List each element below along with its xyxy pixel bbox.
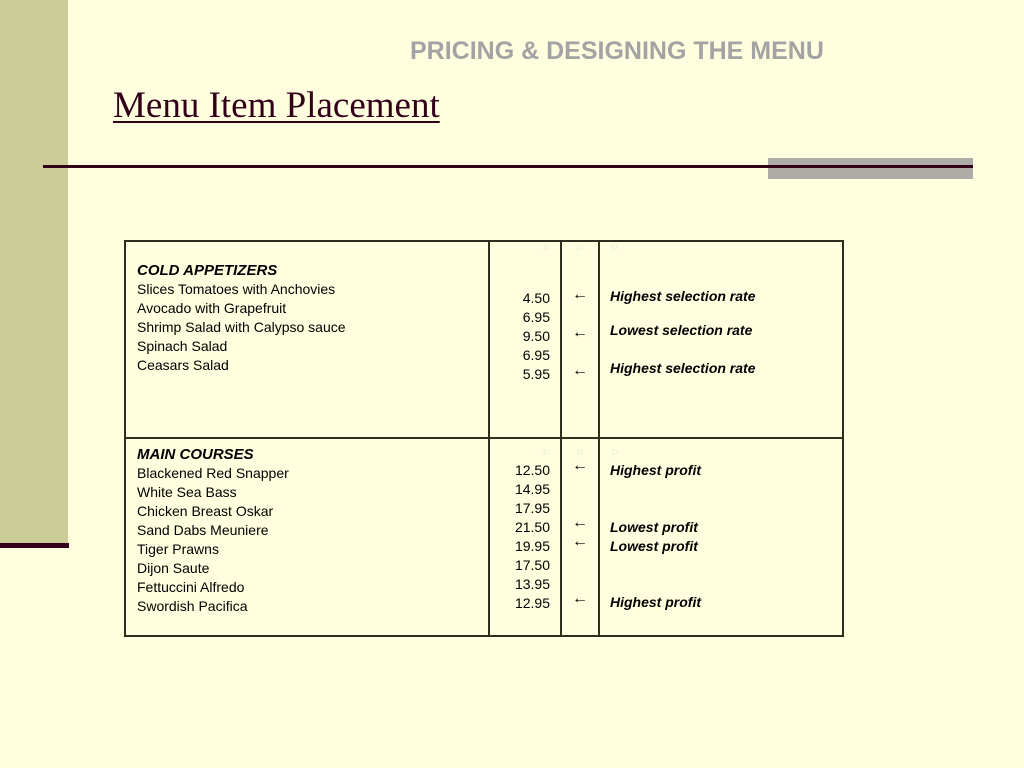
menu-item: Sand Dabs Meuniere — [137, 522, 269, 538]
placement-note: Highest profit — [610, 462, 701, 478]
price: 6.95 — [522, 309, 550, 325]
left-arrow-icon: ← — [572, 286, 588, 303]
menu-item: Ceasars Salad — [137, 357, 229, 373]
price: 6.95 — [522, 347, 550, 363]
placement-note: Highest profit — [610, 594, 701, 610]
placement-note: Lowest selection rate — [610, 322, 753, 338]
left-arrow-icon: ← — [572, 324, 588, 341]
price: 9.50 — [522, 328, 550, 344]
placement-note: Lowest profit — [610, 519, 698, 535]
items-cell — [125, 241, 489, 438]
section-main-courses — [125, 438, 843, 636]
sidebar-rule — [0, 543, 69, 548]
price: 5.95 — [522, 366, 550, 382]
left-arrow-icon: ← — [572, 514, 588, 531]
menu-item: Swordish Pacifica — [137, 598, 248, 614]
bullet-marker-icon: P — [576, 243, 584, 255]
menu-item: White Sea Bass — [137, 484, 237, 500]
price: 14.95 — [514, 481, 550, 497]
bullet-marker-icon: P — [576, 448, 584, 460]
bullet-marker-icon: P — [611, 448, 619, 460]
accent-bar — [768, 158, 973, 179]
menu-item: Slices Tomatoes with Anchovies — [137, 281, 336, 297]
menu-item: Avocado with Grapefruit — [137, 300, 287, 316]
slide-title: Menu Item Placement — [113, 85, 440, 126]
prices-cell — [489, 438, 561, 636]
title-rule — [43, 165, 973, 168]
notes-cell — [599, 241, 843, 438]
bullet-marker-icon: P — [611, 243, 619, 255]
price: 12.50 — [514, 462, 550, 478]
menu-item: Spinach Salad — [137, 338, 228, 354]
price: 4.50 — [522, 290, 550, 306]
left-arrow-icon: ← — [572, 533, 588, 550]
slide-header: PRICING & DESIGNING THE MENU — [410, 37, 824, 65]
arrows-cell — [561, 438, 599, 636]
items-cell — [125, 438, 489, 636]
price: 12.95 — [514, 595, 550, 611]
menu-item: Shrimp Salad with Calypso sauce — [137, 319, 346, 335]
left-arrow-icon: ← — [572, 362, 588, 379]
category-heading: MAIN COURSES — [137, 446, 254, 463]
menu-table — [124, 240, 844, 637]
sidebar-band — [0, 0, 68, 545]
placement-note: Lowest profit — [610, 538, 698, 554]
menu-item: Fettuccini Alfredo — [137, 579, 245, 595]
price: 21.50 — [514, 519, 550, 535]
price: 17.50 — [514, 557, 550, 573]
section-cold-appetizers — [125, 241, 843, 438]
menu-item: Tiger Prawns — [137, 541, 219, 557]
price: 17.95 — [514, 500, 550, 516]
left-arrow-icon: ← — [572, 590, 588, 607]
bullet-marker-icon: P — [542, 243, 550, 255]
bullet-marker-icon: P — [542, 448, 550, 460]
menu-item: Blackened Red Snapper — [137, 465, 289, 481]
price: 19.95 — [514, 538, 550, 554]
menu-item: Chicken Breast Oskar — [137, 503, 274, 519]
arrows-cell — [561, 241, 599, 438]
menu-item: Dijon Saute — [137, 560, 210, 576]
left-arrow-icon: ← — [572, 457, 588, 474]
prices-cell — [489, 241, 561, 438]
price: 13.95 — [514, 576, 550, 592]
category-heading: COLD APPETIZERS — [137, 262, 278, 279]
placement-note: Highest selection rate — [610, 288, 756, 304]
placement-note: Highest selection rate — [610, 360, 756, 376]
notes-cell — [599, 438, 843, 636]
